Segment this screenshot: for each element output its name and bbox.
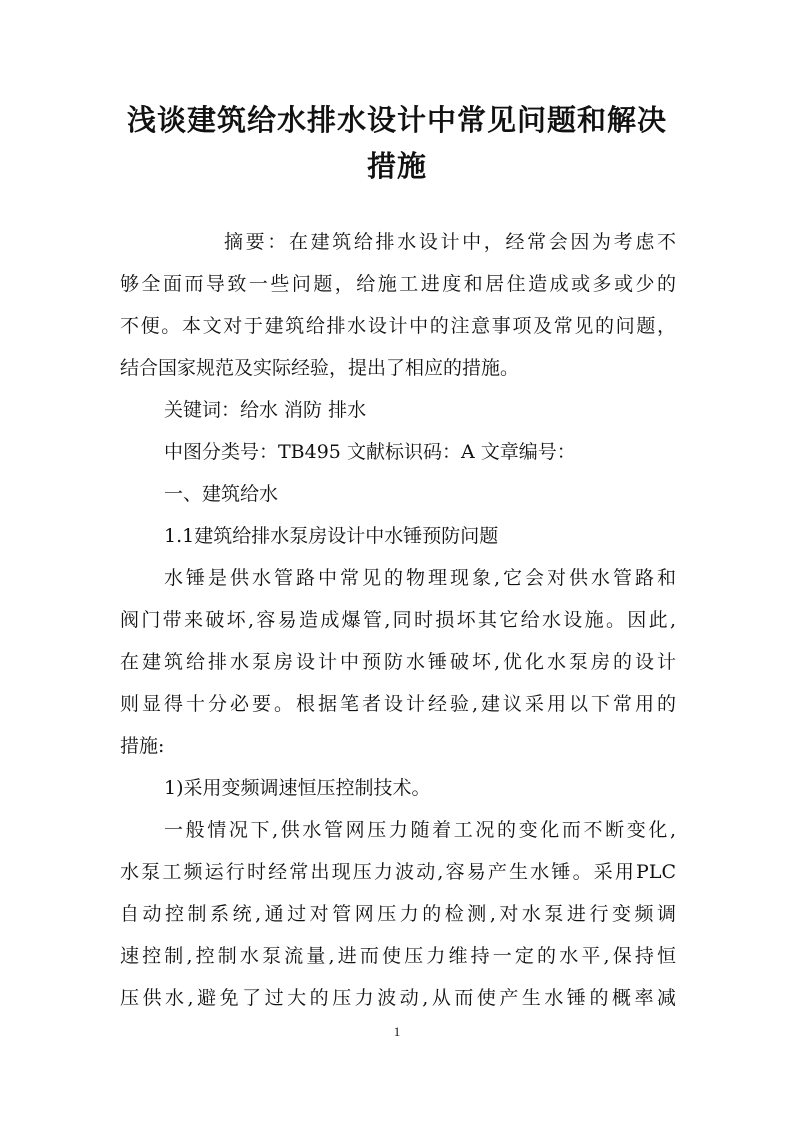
body-line: 压供水,避免了过大的压力波动,从而使产生水锤的概率减: [120, 987, 676, 1009]
body-line: 水锤是供水管路中常见的物理现象,它会对供水管路和: [164, 567, 676, 589]
abstract-line-1: 摘要：在建筑给排水设计中，经常会因为考虑不: [224, 231, 676, 253]
keywords-line: 关键词：给水 消防 排水: [164, 399, 367, 421]
document-title-line-1: 浅谈建筑给水排水设计中常见问题和解决: [126, 103, 667, 137]
body-line: 自动控制系统,通过对管网压力的检测,对水泵进行变频调: [120, 903, 676, 925]
subsection-heading: 1.1建筑给排水泵房设计中水锤预防问题: [164, 525, 499, 547]
body-line: 水泵工频运行时经常出现压力波动,容易产生水锤。采用PLC: [120, 861, 676, 883]
list-item-heading: 1)采用变频调速恒压控制技术。: [164, 777, 431, 799]
abstract-line-3: 不便。本文对于建筑给排水设计中的注意事项及常见的问题，: [120, 315, 676, 337]
body-line: 则显得十分必要。根据笔者设计经验,建议采用以下常用的: [120, 693, 676, 715]
body-line: 阀门带来破坏,容易造成爆管,同时损坏其它给水设施。因此,: [120, 609, 676, 631]
body-line: 速控制,控制水泵流量,进而使压力维持一定的水平,保持恒: [120, 945, 676, 967]
document-title-line-2: 措施: [366, 149, 427, 183]
section-heading: 一、建筑给水: [164, 483, 279, 505]
abstract-line-4: 结合国家规范及实际经验，提出了相应的措施。: [120, 357, 520, 379]
body-line: 在建筑给排水泵房设计中预防水锤破坏,优化水泵房的设计: [120, 651, 676, 673]
body-line: 一般情况下,供水管网压力随着工况的变化而不断变化,: [164, 819, 676, 841]
classification-line: 中图分类号：TB495 文献标识码：A 文章编号：: [164, 441, 576, 463]
abstract-line-2: 够全面而导致一些问题，给施工进度和居住造成或多或少的: [120, 273, 676, 295]
body-line: 措施:: [120, 735, 165, 757]
page-number: 1: [393, 1024, 401, 1039]
